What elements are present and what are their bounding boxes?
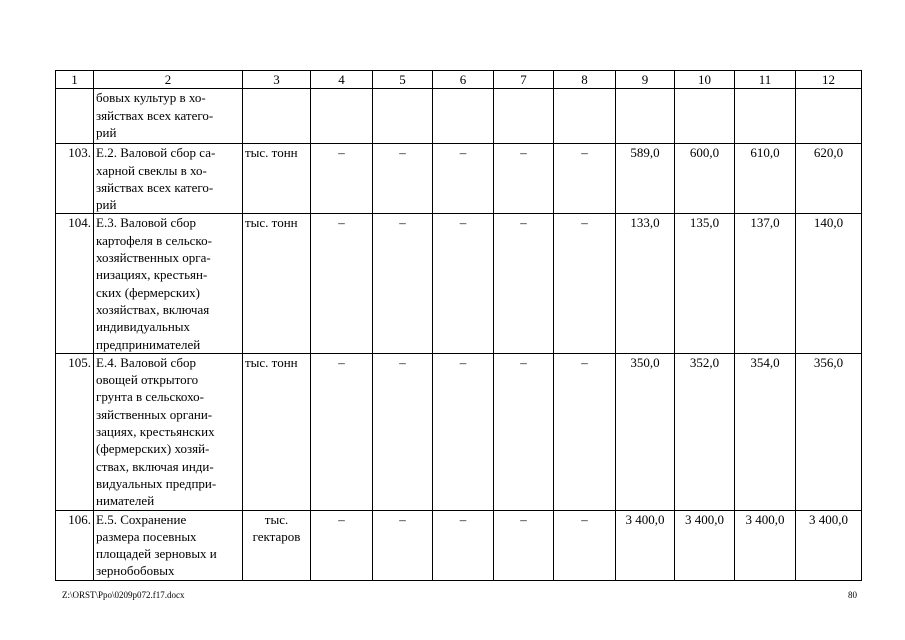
indicator-name-line: овощей открытого [96,372,199,388]
row-number [56,89,94,144]
unit-line: тыс. [264,511,289,527]
value-cell-col-4: – [311,353,373,510]
column-header-11: 11 [735,71,796,89]
indicator-name [94,353,243,510]
indicator-name-line: зациях, крестьянских [96,424,215,440]
value-cell-col-6: – [433,214,494,353]
value-cell-col-7: – [494,353,554,510]
value-cell-col-10: 135,0 [675,214,735,353]
row-number: 103. [56,144,94,214]
indicator-name-line: картофеля в сельско- [96,232,212,248]
table-row [56,214,862,353]
indicator-name-line: харной свеклы в хо- [96,162,207,178]
value-cell-col-11 [735,89,796,144]
value-cell-col-5: – [373,214,433,353]
column-header-12: 12 [796,71,862,89]
value-cell-col-4: – [311,144,373,214]
value-cell-col-7: – [494,214,554,353]
value-cell-col-12 [796,89,862,144]
footer-page-number: 80 [848,590,857,600]
value-cell-col-7 [494,89,554,144]
indicator-name-line: ствах, включая инди- [96,458,214,474]
value-cell-col-8: – [554,510,616,580]
row-number: 105. [56,353,94,510]
unit-cell [243,144,311,214]
indicator-name-line: зяйственных органи- [96,406,213,422]
column-header-3: 3 [243,71,311,89]
data-table [55,70,862,581]
footer-file-path: Z:\ORST\Ppo\0209p072.f17.docx [62,590,185,600]
table-row [56,89,862,144]
indicator-name-line: бовых культур в хо- [96,90,206,106]
value-cell-col-11: 354,0 [735,353,796,510]
indicator-name-line: грунта в сельскохо- [96,389,204,405]
value-cell-col-4: – [311,510,373,580]
indicator-name-line: Е.5. Сохранение [96,511,187,527]
value-cell-col-8: – [554,214,616,353]
unit-cell [243,89,311,144]
value-cell-col-5: – [373,353,433,510]
value-cell-col-11: 137,0 [735,214,796,353]
indicator-name-line: площадей зерновых и [96,546,217,562]
value-cell-col-12: 620,0 [796,144,862,214]
unit-line: гектаров [252,528,301,544]
indicator-name-line: зернобобовых [96,563,175,579]
value-cell-col-11: 3 400,0 [735,510,796,580]
row-number: 106. [56,510,94,580]
value-cell-col-5 [373,89,433,144]
row-number: 104. [56,214,94,353]
unit-line: тыс. тонн [245,215,298,231]
value-cell-col-6 [433,89,494,144]
value-cell-col-9: 133,0 [616,214,675,353]
table-row [56,510,862,580]
value-cell-col-12: 3 400,0 [796,510,862,580]
indicator-name-line: размера посевных [96,528,197,544]
indicator-name-line: низациях, крестьян- [96,267,208,283]
indicator-name-line: предпринимателей [96,336,201,352]
column-header-4: 4 [311,71,373,89]
indicator-name-line: рий [96,124,117,140]
value-cell-col-9: 3 400,0 [616,510,675,580]
indicator-name-line: зяйствах всех катего- [96,107,214,123]
value-cell-col-5: – [373,510,433,580]
value-cell-col-10: 352,0 [675,353,735,510]
indicator-name-line: (фермерских) хозяй- [96,441,210,457]
unit-cell [243,510,311,580]
value-cell-col-8 [554,89,616,144]
indicator-name-line: Е.4. Валовой сбор [96,354,197,370]
value-cell-col-9: 589,0 [616,144,675,214]
value-cell-col-11: 610,0 [735,144,796,214]
value-cell-col-4: – [311,214,373,353]
column-header-10: 10 [675,71,735,89]
header-row [56,71,862,89]
indicator-name-line: рий [96,197,117,213]
indicator-name-line: Е.2. Валовой сбор са- [96,145,216,161]
unit-line: тыс. тонн [245,354,298,370]
value-cell-col-8: – [554,144,616,214]
value-cell-col-12: 356,0 [796,353,862,510]
indicator-name-line: Е.3. Валовой сбор [96,215,197,231]
indicator-name-line: хозяйственных орга- [96,250,211,266]
value-cell-col-5: – [373,144,433,214]
value-cell-col-7: – [494,144,554,214]
table-row [56,144,862,214]
value-cell-col-9: 350,0 [616,353,675,510]
value-cell-col-10: 600,0 [675,144,735,214]
unit-cell [243,353,311,510]
indicator-name [94,214,243,353]
indicator-name [94,144,243,214]
unit-line: тыс. тонн [245,145,298,161]
value-cell-col-10 [675,89,735,144]
value-cell-col-6: – [433,144,494,214]
indicator-name-line: зяйствах всех катего- [96,179,214,195]
value-cell-col-6: – [433,510,494,580]
indicator-name-line: ских (фермерских) [96,284,200,300]
indicator-name-line: индивидуальных [96,319,191,335]
indicator-name-line: видуальных предпри- [96,475,217,491]
value-cell-col-9 [616,89,675,144]
table-row [56,353,862,510]
column-header-7: 7 [494,71,554,89]
indicator-name-line: хозяйствах, включая [96,301,210,317]
unit-cell [243,214,311,353]
indicator-name [94,89,243,144]
value-cell-col-4 [311,89,373,144]
value-cell-col-7: – [494,510,554,580]
column-header-8: 8 [554,71,616,89]
column-header-2: 2 [94,71,243,89]
value-cell-col-10: 3 400,0 [675,510,735,580]
column-header-9: 9 [616,71,675,89]
indicator-name-line: нимателей [96,493,155,509]
indicator-name [94,510,243,580]
column-header-1: 1 [56,71,94,89]
value-cell-col-6: – [433,353,494,510]
column-header-5: 5 [373,71,433,89]
value-cell-col-12: 140,0 [796,214,862,353]
column-header-6: 6 [433,71,494,89]
value-cell-col-8: – [554,353,616,510]
